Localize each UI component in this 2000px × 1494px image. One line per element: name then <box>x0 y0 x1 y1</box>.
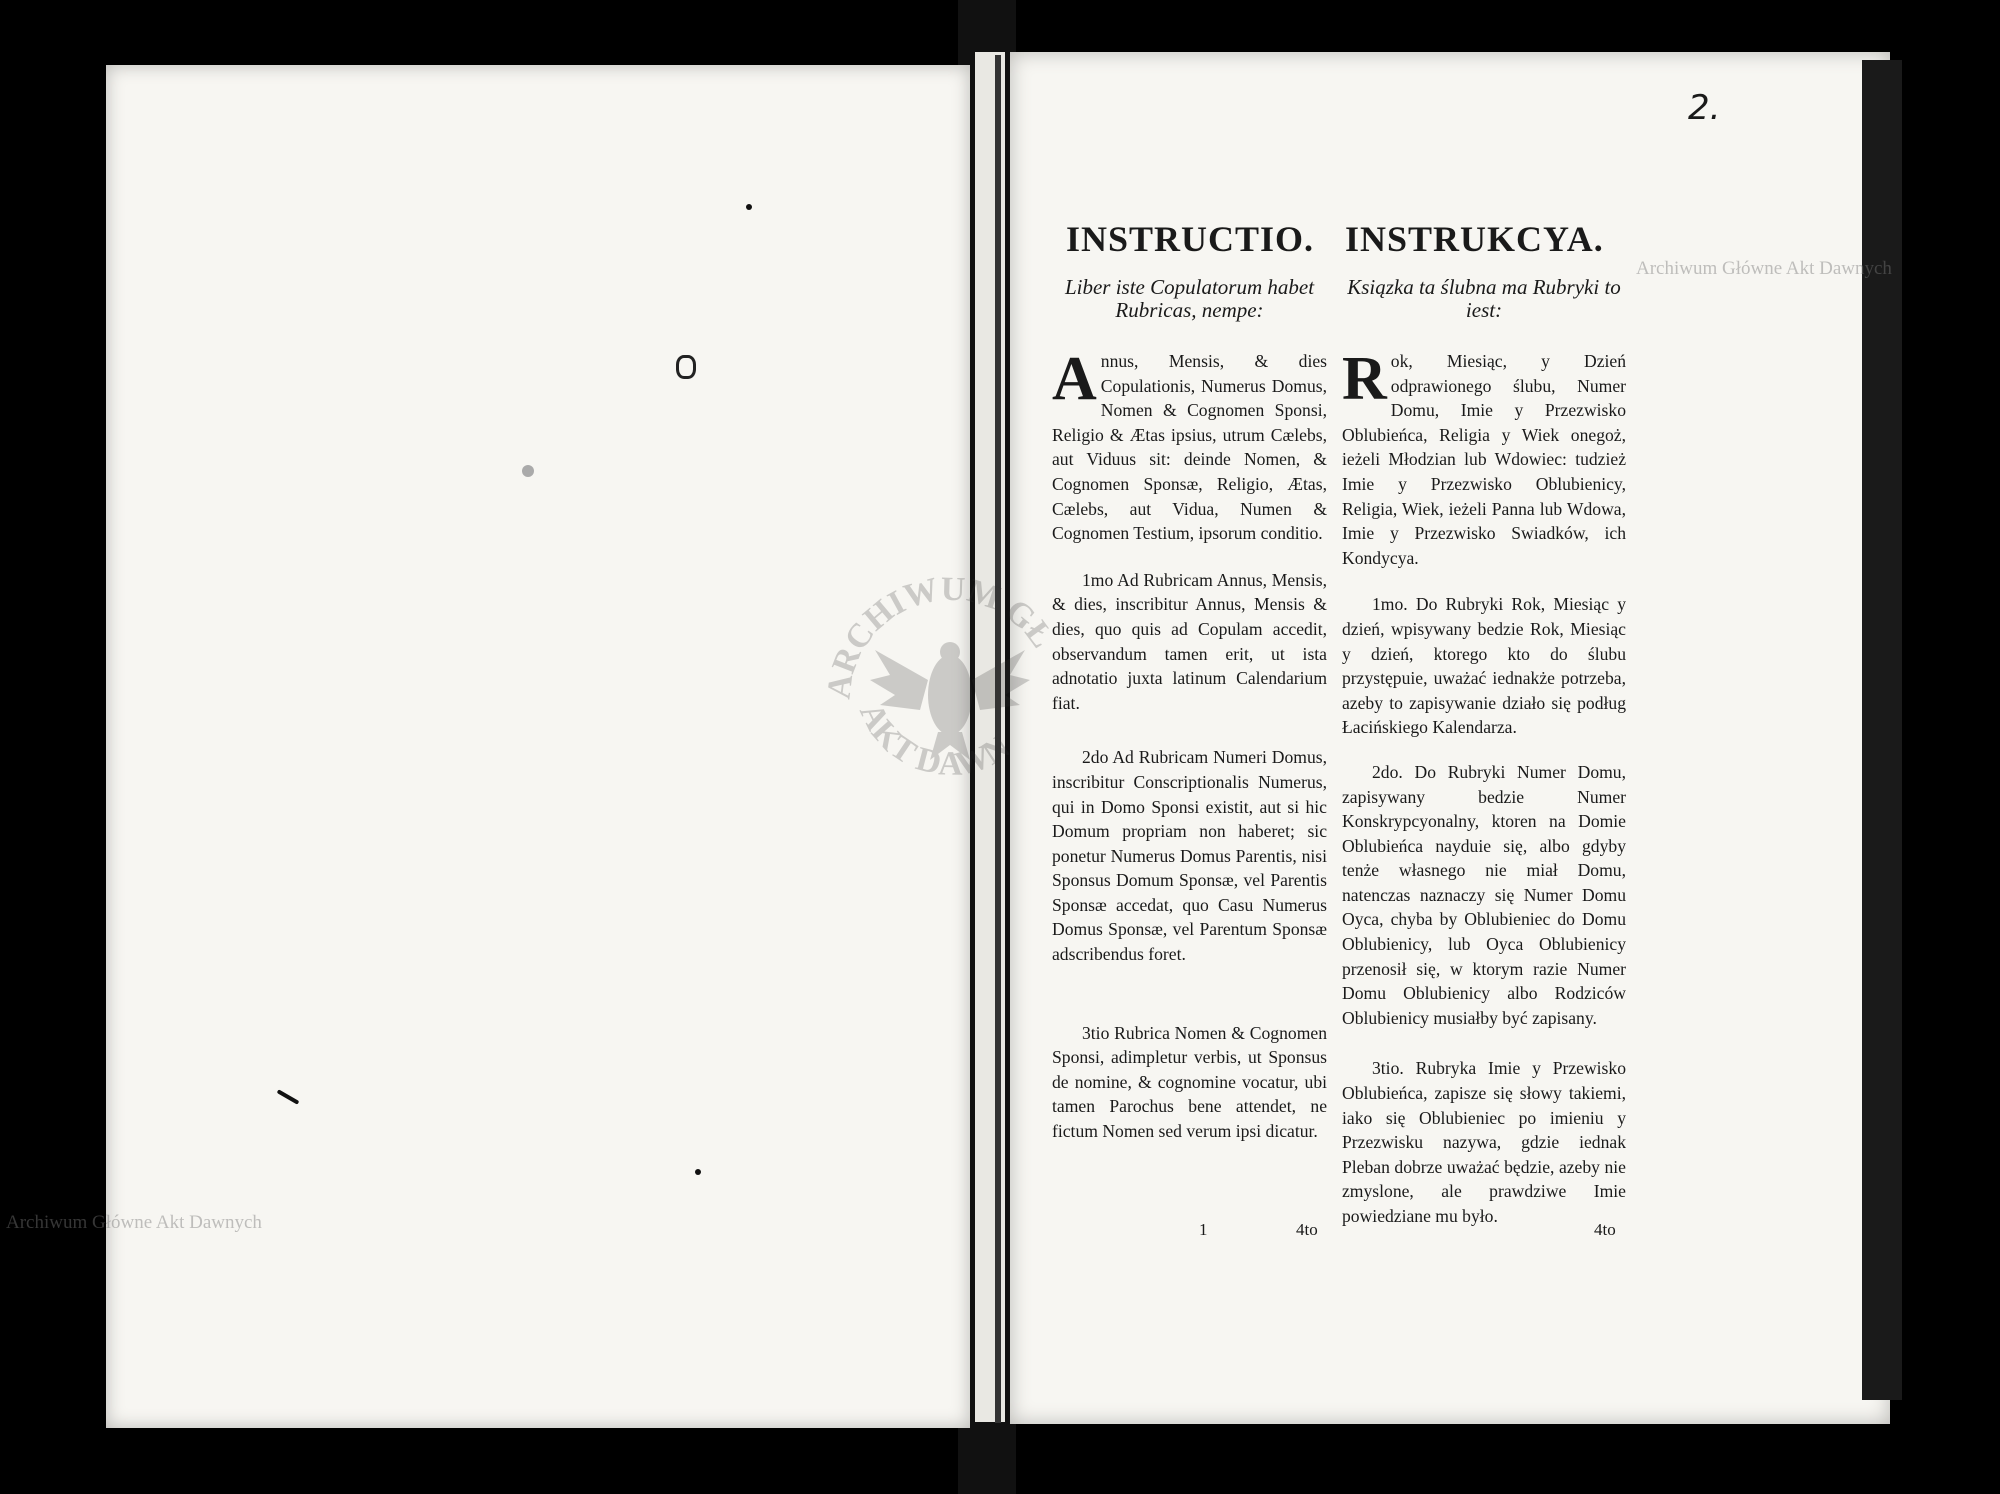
polish-dropcap: R <box>1342 345 1387 413</box>
handwritten-page-number: 2. <box>1688 88 1721 128</box>
seal-text-bottom: AKT DAWN <box>852 697 1017 784</box>
polish-subheading: Ksiązka ta ślubna ma Rubryki to iest: <box>1347 275 1621 322</box>
latin-paragraph-1 <box>1052 345 1327 546</box>
latin-paragraph-3: 2do Ad Rubricam Numeri Domus, inscribitur Conscriptionalis Numerus, qui in Domo Sponsi existit, aut si hic Domum propriam non haberet; sic ponetur Numerus Domus Parentis, nisi Sponsus Domum Sponsæ, vel Parentis Sponsæ accedat, quo Casu Numerus Domus Sponsæ, vel Parentum Sponsæ adscribendus foret. <box>1052 747 1327 965</box>
polish-paragraph-2: 1mo. Do Rubryki Rok, Miesiąc y dzień, wpisywany bedzie Rok, Miesiąc y dzień, ktorego kto do ślubu przystępuie, uważać iednakże potrzeba, azeby to zapisywanie działo się podług Łacińskiego Kalendarza. <box>1342 594 1626 738</box>
catchword-right: 4to <box>1594 1220 1616 1239</box>
archive-watermark-right: Archiwum Główne Akt Dawnych <box>1636 258 1892 279</box>
catchword-left: 4to <box>1296 1220 1318 1239</box>
latin-dropcap: A <box>1052 345 1097 413</box>
seal-text-top: ARCHIWUM GŁ <box>820 570 1061 702</box>
latin-paragraph-4: 3tio Rubrica Nomen & Cognomen Sponsi, adimpletur verbis, ut Sponsus de nomine, & cognomine vocatur, ubi tamen Parochus bene attendet, ne fictum Nomen sed verum ipsi dicatur. <box>1052 1022 1327 1142</box>
ink-speck <box>522 465 534 477</box>
ink-speck <box>676 355 696 379</box>
archive-watermark-left: Archiwum Główne Akt Dawnych <box>6 1212 262 1233</box>
latin-subheading: Liber iste Copulatorum habet Rubricas, nempe: <box>1064 275 1315 322</box>
ink-speck <box>695 1169 701 1175</box>
latin-column <box>1052 345 1327 1144</box>
signature-mark: 1 <box>1199 1220 1208 1239</box>
archive-seal-watermark <box>820 560 1080 820</box>
polish-heading: INSTRUKCYA. <box>1345 219 1604 259</box>
polish-paragraph-1 <box>1342 345 1626 570</box>
polish-paragraph-3: 2do. Do Rubryki Numer Domu, zapisywany bedzie Numer Konskrypcyonalny, ktoren na Domie Oblubieńca nayduie się, albo gdyby tenże własnego nie miał Domu, natenczas naznaczy się Numer Domu Oyca, chyba by Oblubieniec do Domu Oblubienicy, lub Oyca Oblubienicy przenosił się, w ktorym razie Numer Domu Oblubienicy albo Rodziców Oblubienicy musiałby być zapisany. <box>1342 761 1626 1028</box>
latin-paragraph-2: 1mo Ad Rubricam Annus, Mensis, & dies, inscribitur Annus, Mensis & dies, quo quis ad Copulam accedit, observandum tamen erit, ut ista adnotatio juxta latinum Calendarium fiat. <box>1052 569 1327 713</box>
latin-heading: INSTRUCTIO. <box>1066 219 1315 259</box>
ink-speck <box>277 1089 300 1104</box>
polish-paragraph-4: 3tio. Rubryka Imie y Przewisko Oblubieńca, zapisze się słowy takiemi, iako się Oblubieniec po imieniu y Przezwisku nazywa, gdzie iednak Pleban dobrze uważać będzie, azeby nie zmyslone, ale prawdziwe Imie powiedziane mu było. <box>1342 1058 1626 1226</box>
polish-paragraph-1-text: ok, Miesiąc, y Dzień odprawionego ślubu, Numer Domu, Imie y Przezwisko Oblubieńca, Religia y Wiek onegoż, ieżeli Młodzian lub Wdowiec: tudzież Imie y Przezwisko Oblubienicy, Religia, Wiek, ieżeli Panna lub Wdowa, Imie y Przezwisko Swiadków, ich Kondycya. <box>1342 351 1626 568</box>
ink-speck <box>746 204 752 210</box>
latin-paragraph-1-text: nnus, Mensis, & dies Copulationis, Numerus Domus, Nomen & Cognomen Sponsi, Religio & Ætas ipsius, utrum Cælebs, aut Viduus sit: deinde Nomen, & Cognomen Sponsæ, Religio, Ætas, Cælebs, aut Vidua, Numen & Cognomen Testium, ipsorum conditio. <box>1052 351 1327 544</box>
polish-column <box>1342 345 1626 1229</box>
